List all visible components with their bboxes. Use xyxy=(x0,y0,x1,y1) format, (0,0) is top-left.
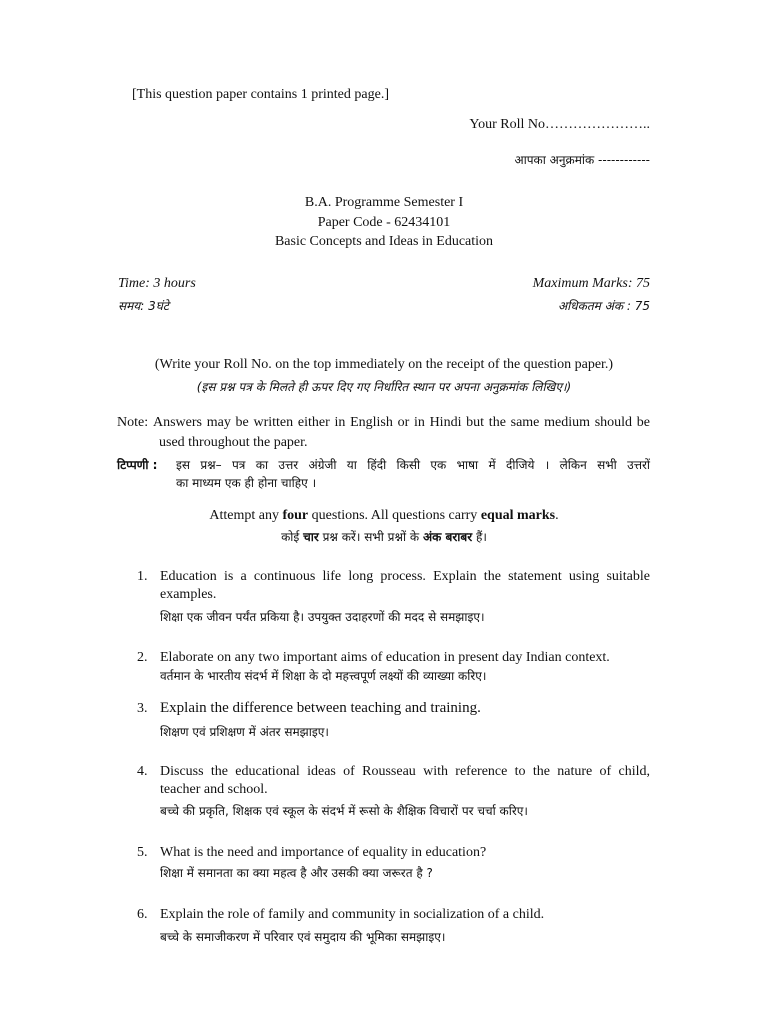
paper-name: Basic Concepts and Ideas in Education xyxy=(274,234,494,249)
question-text-hi: शिक्षा में समानता का क्या महत्व है और उसकी क्या जरूरत है ? xyxy=(160,866,433,880)
time-label: Time: 3 hours xyxy=(118,276,196,291)
question-text-en: Discuss the educational ideas of Rousseau with reference to the nature of child, xyxy=(160,764,650,779)
question-text-hi: शिक्षा एक जीवन पर्यंत प्रकिया है। उपयुक्त उदाहरणों की मदद से समझाइए। xyxy=(160,610,485,624)
question-text-en: Education is a continuous life long process. Explain the statement using suitable xyxy=(160,569,650,584)
question-text-en: Elaborate on any two important aims of education in present day Indian context. xyxy=(160,650,610,665)
question-number: 3. xyxy=(137,701,148,716)
question-text-en: Explain the role of family and community in socialization of a child. xyxy=(160,907,545,922)
question-number: 4. xyxy=(137,764,148,779)
max-marks-label: Maximum Marks: 75 xyxy=(532,276,650,291)
note-label: Note: xyxy=(117,415,149,430)
note-text-line1: Answers may be written either in English or in Hindi but the same medium should be xyxy=(153,415,650,430)
question-text-en-cont: teacher and school. xyxy=(160,782,268,797)
max-marks-label-hindi: अधिकतम अंक : 75 xyxy=(557,299,650,313)
question-text-hi: शिक्षण एवं प्रशिक्षण में अंतर समझाइए। xyxy=(160,725,329,739)
note-label-hindi: टिप्पणी : xyxy=(117,458,158,472)
question-number: 2. xyxy=(137,650,148,665)
paper-code: Paper Code - 62434101 xyxy=(317,215,451,230)
roll-instruction: (Write your Roll No. on the top immediately on the receipt of the question paper.) xyxy=(154,357,614,372)
question-text-en: Explain the difference between teaching and training. xyxy=(160,700,481,716)
attempt-instruction: Attempt any four questions. All questions carry equal marks. xyxy=(209,508,559,523)
page-count-notice: [This question paper contains 1 printed page.] xyxy=(132,87,389,102)
question-text-hi: बच्चे के समाजीकरण में परिवार एवं समुदाय की भूमिका समझाइए। xyxy=(160,930,446,944)
question-text-hi: वर्तमान के भारतीय संदर्भ में शिक्षा के दो महत्त्वपूर्ण लक्ष्यों की व्याख्या करिए। xyxy=(160,669,487,683)
programme-title: B.A. Programme Semester I xyxy=(304,195,464,210)
note-text-hindi-line1: इस प्रश्न– पत्र का उत्तर अंग्रेजी या हिंदी किसी एक भाषा में दीजिये । लेकिन सभी उत्तरों xyxy=(176,458,650,472)
time-label-hindi: समय: 3घंटे xyxy=(118,299,169,313)
question-text-en: What is the need and importance of equality in education? xyxy=(160,845,487,860)
question-number: 6. xyxy=(137,907,148,922)
question-text-hi: बच्चे की प्रकृति, शिक्षक एवं स्कूल के संदर्भ में रूसो के शैक्षिक विचारों पर चर्चा करिए। xyxy=(160,804,528,818)
roll-number-label: Your Roll No………………….. xyxy=(469,117,650,132)
note-text-line2: used throughout the paper. xyxy=(159,435,308,450)
question-number: 1. xyxy=(137,569,148,584)
roll-instruction-hindi: (इस प्रश्न पत्र के मिलते ही ऊपर दिए गए निर्धारित स्थान पर अपना अनुक्रमांक लिखिए।) xyxy=(196,380,572,394)
attempt-instruction-hindi: कोई चार प्रश्न करें। सभी प्रश्नों के अंक बराबर हैं। xyxy=(281,530,487,544)
question-text-en-cont: examples. xyxy=(160,587,217,602)
note-text-hindi-line2: का माध्यम एक ही होना चाहिए । xyxy=(176,476,317,490)
question-number: 5. xyxy=(137,845,148,860)
roll-number-label-hindi: आपका अनुक्रमांक ------------ xyxy=(514,153,650,167)
